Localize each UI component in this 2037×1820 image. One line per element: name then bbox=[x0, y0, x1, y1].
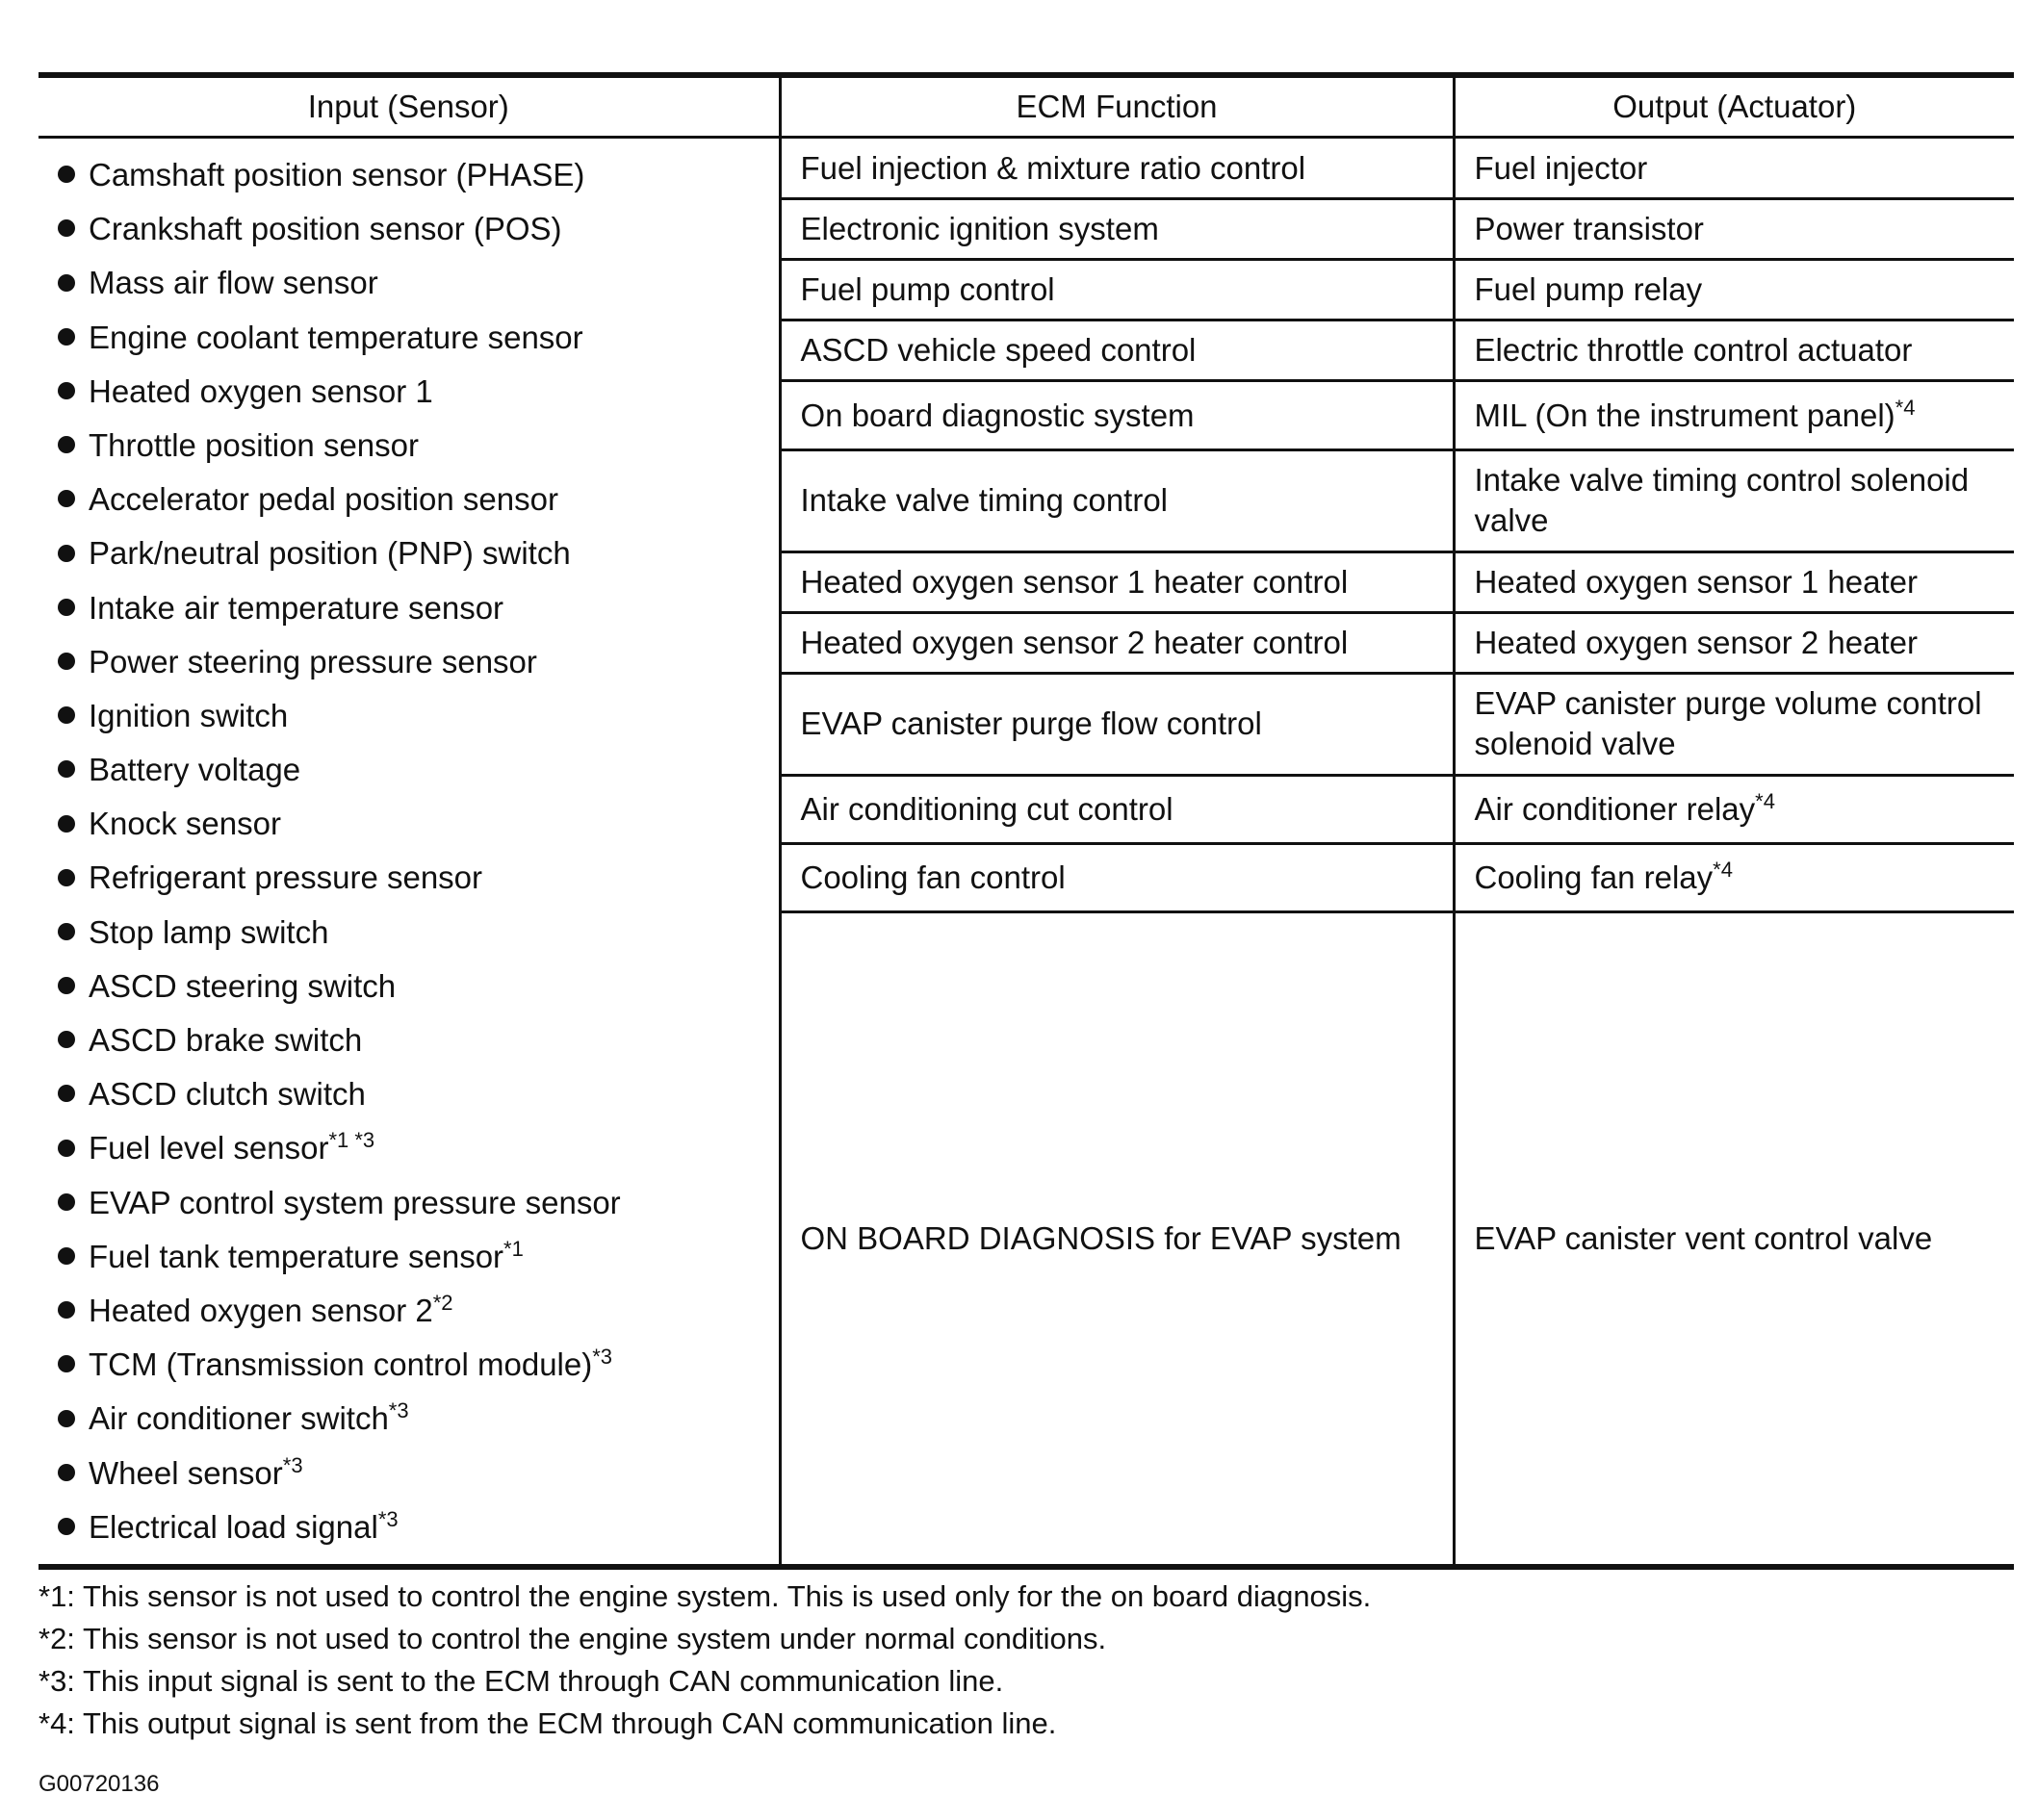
bullet-icon bbox=[58, 166, 75, 183]
output-label: Fuel pump relay bbox=[1474, 271, 1703, 308]
list-item bbox=[58, 689, 779, 743]
output-actuator-cell bbox=[1454, 381, 2014, 449]
output-actuator-cell bbox=[1454, 673, 2014, 775]
list-item bbox=[58, 960, 779, 1013]
header-input: Input (Sensor) bbox=[39, 75, 780, 138]
sensor-label: Camshaft position sensor (PHASE) bbox=[89, 157, 585, 192]
bullet-icon bbox=[58, 490, 75, 507]
list-item bbox=[58, 743, 779, 797]
list-item bbox=[58, 1392, 779, 1446]
footnote-mark: *3 bbox=[282, 1452, 303, 1477]
ecm-function-cell: Electronic ignition system bbox=[780, 199, 1454, 260]
footnote-mark: *1 bbox=[503, 1236, 524, 1261]
output-label: Fuel injector bbox=[1474, 149, 1648, 186]
bullet-icon bbox=[58, 599, 75, 616]
list-item bbox=[58, 1230, 779, 1284]
list-item bbox=[58, 256, 779, 310]
document bbox=[39, 72, 2014, 1799]
output-label: Intake valve timing control solenoid valve bbox=[1474, 462, 1970, 539]
list-item bbox=[58, 906, 779, 960]
output-actuator-cell bbox=[1454, 199, 2014, 260]
output-label: Heated oxygen sensor 2 heater bbox=[1474, 624, 1918, 660]
list-item bbox=[58, 311, 779, 365]
output-actuator-cell bbox=[1454, 612, 2014, 673]
sensor-label: Intake air temperature sensor bbox=[89, 589, 504, 626]
sensor-label: Power steering pressure sensor bbox=[89, 643, 537, 679]
table-row bbox=[39, 138, 2014, 199]
list-item bbox=[58, 1338, 779, 1392]
bullet-icon bbox=[58, 1355, 75, 1372]
sensor-label: Accelerator pedal position sensor bbox=[89, 481, 558, 518]
bullet-icon bbox=[58, 1031, 75, 1048]
sensor-label: Wheel sensor bbox=[89, 1454, 283, 1491]
list-item bbox=[58, 148, 779, 202]
footnote-mark: *4 bbox=[1713, 858, 1733, 883]
ecm-function-cell: Intake valve timing control bbox=[780, 449, 1454, 551]
bullet-icon bbox=[58, 545, 75, 562]
footnote-mark: *1 *3 bbox=[328, 1128, 375, 1153]
header-output: Output (Actuator) bbox=[1454, 75, 2014, 138]
ecm-function-cell: Fuel pump control bbox=[780, 260, 1454, 320]
sensor-label: Knock sensor bbox=[89, 806, 281, 842]
bullet-icon bbox=[58, 1301, 75, 1319]
bullet-icon bbox=[58, 436, 75, 453]
figure-code: G00720136 bbox=[39, 1770, 160, 1797]
bullet-icon bbox=[58, 1140, 75, 1157]
sensor-label: Mass air flow sensor bbox=[89, 265, 378, 301]
ecm-function-cell: Air conditioning cut control bbox=[780, 775, 1454, 843]
output-label: EVAP canister purge volume control solenoid valve bbox=[1474, 685, 1982, 762]
footnote: *3: This input signal is sent to the ECM through CAN communication line. bbox=[39, 1663, 1004, 1698]
table-header-row bbox=[39, 75, 2014, 138]
sensor-label: Fuel tank temperature sensor bbox=[89, 1238, 504, 1274]
footnote-mark: *2 bbox=[432, 1290, 453, 1315]
ecm-function-cell: ASCD vehicle speed control bbox=[780, 320, 1454, 381]
sensor-label: ASCD steering switch bbox=[89, 967, 397, 1004]
ecm-function-cell: Cooling fan control bbox=[780, 843, 1454, 911]
list-item bbox=[58, 365, 779, 419]
ecm-function-cell: Fuel injection & mixture ratio control bbox=[780, 138, 1454, 199]
output-label: Power transistor bbox=[1474, 211, 1704, 247]
footnote-mark: *4 bbox=[1755, 788, 1775, 813]
output-label: EVAP canister vent control valve bbox=[1474, 1220, 1933, 1257]
ecm-function-cell: Heated oxygen sensor 1 heater control bbox=[780, 551, 1454, 612]
footnote-mark: *3 bbox=[377, 1506, 399, 1531]
footnote-mark: *4 bbox=[1895, 395, 1916, 420]
sensor-label: Heated oxygen sensor 1 bbox=[89, 372, 433, 409]
output-actuator-cell bbox=[1454, 912, 2014, 1567]
footnote-mark: *3 bbox=[592, 1345, 613, 1370]
bullet-icon bbox=[58, 869, 75, 886]
input-sensor-cell bbox=[39, 138, 780, 1567]
bullet-icon bbox=[58, 1193, 75, 1211]
sensor-label: TCM (Transmission control module) bbox=[89, 1346, 593, 1383]
bullet-icon bbox=[58, 1085, 75, 1102]
output-label: Heated oxygen sensor 1 heater bbox=[1474, 563, 1918, 600]
output-actuator-cell bbox=[1454, 843, 2014, 911]
sensor-label: Air conditioner switch bbox=[89, 1400, 389, 1437]
list-item bbox=[58, 1447, 779, 1500]
output-actuator-cell bbox=[1454, 551, 2014, 612]
bullet-icon bbox=[58, 328, 75, 346]
bullet-icon bbox=[58, 706, 75, 724]
sensor-label: Electrical load signal bbox=[89, 1508, 378, 1545]
bullet-icon bbox=[58, 274, 75, 292]
bullet-icon bbox=[58, 977, 75, 994]
ecm-function-cell: On board diagnostic system bbox=[780, 381, 1454, 449]
footnote: *2: This sensor is not used to control the engine system under normal conditions. bbox=[39, 1621, 1107, 1655]
sensor-label: Engine coolant temperature sensor bbox=[89, 319, 583, 355]
sensor-label: ASCD clutch switch bbox=[89, 1076, 366, 1113]
sensor-label: Fuel level sensor bbox=[89, 1130, 329, 1166]
sensor-label: Heated oxygen sensor 2 bbox=[89, 1292, 433, 1328]
footnote: *4: This output signal is sent from the ECM through CAN communication line. bbox=[39, 1705, 1057, 1740]
list-item bbox=[58, 1500, 779, 1554]
ecm-function-cell: ON BOARD DIAGNOSIS for EVAP system bbox=[780, 912, 1454, 1567]
list-item bbox=[58, 1067, 779, 1121]
list-item bbox=[58, 419, 779, 473]
output-label: Air conditioner relay bbox=[1474, 790, 1756, 827]
footnote: *1: This sensor is not used to control the engine system. This is used only for the on board diagnosis. bbox=[39, 1578, 1372, 1613]
sensor-label: ASCD brake switch bbox=[89, 1022, 363, 1058]
list-item bbox=[58, 1284, 779, 1338]
output-label: Electric throttle control actuator bbox=[1474, 332, 1913, 369]
output-actuator-cell bbox=[1454, 320, 2014, 381]
output-actuator-cell bbox=[1454, 138, 2014, 199]
sensor-label: EVAP control system pressure sensor bbox=[89, 1184, 621, 1220]
sensor-label: Park/neutral position (PNP) switch bbox=[89, 535, 571, 572]
bullet-icon bbox=[58, 1464, 75, 1481]
sensor-list bbox=[58, 148, 779, 1554]
bullet-icon bbox=[58, 219, 75, 237]
bullet-icon bbox=[58, 1410, 75, 1427]
list-item bbox=[58, 1121, 779, 1175]
footnote-mark: *3 bbox=[388, 1398, 409, 1423]
bullet-icon bbox=[58, 760, 75, 778]
ecm-function-cell: EVAP canister purge flow control bbox=[780, 673, 1454, 775]
bullet-icon bbox=[58, 815, 75, 833]
bullet-icon bbox=[58, 382, 75, 399]
list-item bbox=[58, 851, 779, 905]
list-item bbox=[58, 473, 779, 526]
list-item bbox=[58, 526, 779, 580]
ecm-io-table bbox=[39, 72, 2014, 1570]
sensor-label: Battery voltage bbox=[89, 752, 301, 788]
bullet-icon bbox=[58, 1518, 75, 1535]
sensor-label: Ignition switch bbox=[89, 697, 289, 733]
output-actuator-cell bbox=[1454, 260, 2014, 320]
footnotes bbox=[39, 1576, 2014, 1745]
list-item bbox=[58, 581, 779, 635]
list-item bbox=[58, 1176, 779, 1230]
list-item bbox=[58, 635, 779, 689]
output-actuator-cell bbox=[1454, 775, 2014, 843]
sensor-label: Throttle position sensor bbox=[89, 426, 420, 463]
ecm-function-cell: Heated oxygen sensor 2 heater control bbox=[780, 612, 1454, 673]
bullet-icon bbox=[58, 923, 75, 940]
sensor-label: Stop lamp switch bbox=[89, 913, 329, 950]
bullet-icon bbox=[58, 653, 75, 670]
bullet-icon bbox=[58, 1247, 75, 1265]
sensor-label: Refrigerant pressure sensor bbox=[89, 859, 483, 896]
output-label: MIL (On the instrument panel) bbox=[1474, 397, 1895, 433]
list-item bbox=[58, 202, 779, 256]
sensor-label: Crankshaft position sensor (POS) bbox=[89, 211, 562, 247]
list-item bbox=[58, 1013, 779, 1067]
output-label: Cooling fan relay bbox=[1474, 859, 1714, 896]
header-function: ECM Function bbox=[780, 75, 1454, 138]
output-actuator-cell bbox=[1454, 449, 2014, 551]
list-item bbox=[58, 797, 779, 851]
